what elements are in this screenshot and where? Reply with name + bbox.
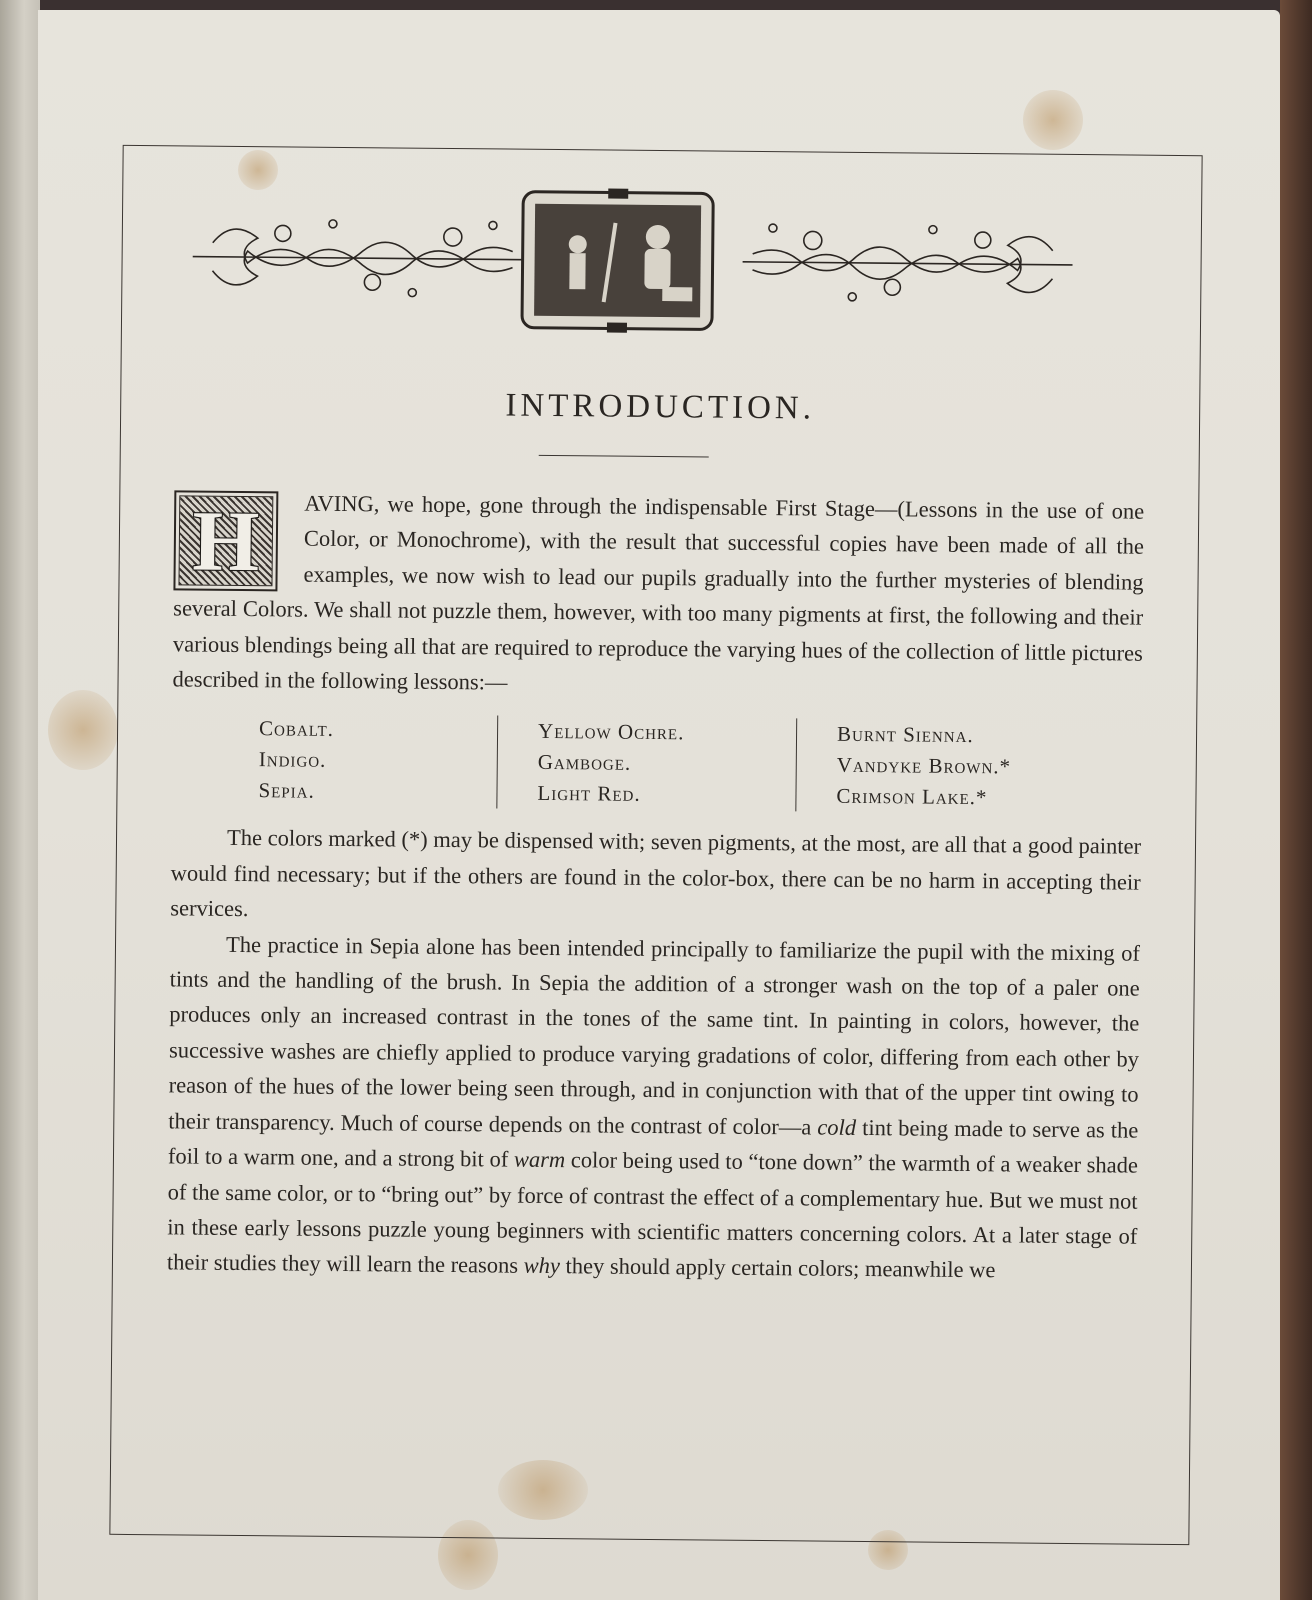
pigment-item: Cobalt.	[258, 716, 335, 742]
pigment-list	[171, 713, 1142, 815]
illuminated-initial-icon	[173, 490, 278, 591]
pigment-item: Vandyke Brown.*	[836, 753, 1012, 779]
foxing-spot	[48, 690, 118, 770]
pigment-item: Crimson Lake.*	[836, 784, 988, 810]
left-page-edge	[0, 0, 40, 1600]
text-run: tint being made to serve as the foil to a warm one, and a strong bit of	[167, 1114, 1139, 1172]
foxing-spot	[1023, 90, 1083, 150]
italic-word: warm	[513, 1146, 566, 1173]
italic-word: cold	[817, 1114, 857, 1140]
text-run: color being used to “tone down” the warmth of a weaker shade of the same color, or to “bring out” by force of contrast the effect of a complementary hue. But we must not in these early lessons puzzle young beginners with scientific matters concerning colors. At a later stage of their studies they will learn the reasons	[166, 1147, 1139, 1279]
title-divider	[539, 455, 709, 458]
dropcap-letter: H	[191, 492, 260, 590]
pigment-item: Sepia.	[258, 778, 315, 804]
page-border-frame	[109, 145, 1202, 1545]
book-page	[38, 10, 1280, 1600]
pigment-item: Light Red.	[537, 781, 641, 807]
paragraph-dispensable-colors: The colors marked (*) may be dispensed with; seven pigments, at the most, are all that a good painter would find necessary; but if the others are found in the color-box, there can be no harm in accepting their services.	[170, 825, 1142, 922]
intro-paragraph: AVING, we hope, gone through the indispensable First Stage—(Lessons in the use of one Color, or Monochrome), with the result that successful copies have been made of all the examples, we now wish to lead our pupils gradually into the further mysteries of blending several Colors. We shall not puzzle them, however, with too many pigments at first, the following and their various blendings being all that are required to reproduce the varying hues of the collection of little pictures described in the following lessons:—	[172, 490, 1145, 695]
pigment-item: Yellow Ochre.	[537, 719, 685, 745]
text-run: The practice in Sepia alone has been intended principally to familiarize the pupil with the mixing of tints and the handling of the brush. In Sepia the addition of a stronger wash on the top of a paler one produces only an increased contrast in the tones of the same tint. In painting in colors, however, the successive washes are chiefly applied to produce varying gradations of color, differing from each other by reason of the hues of the lower being seen through, and in conjunction with that of the upper tint owing to their transparency. Much of course depends on the contrast of color—a	[168, 931, 1141, 1140]
pigment-column	[496, 716, 796, 812]
ornamental-header-vignette-icon	[192, 183, 1073, 339]
text-run: they should apply certain colors; meanwhile we	[559, 1253, 996, 1283]
pigment-item: Burnt Sienna.	[836, 722, 974, 748]
pigment-column	[795, 719, 1095, 815]
book-cover-edge	[1280, 0, 1312, 1600]
pigment-item: Indigo.	[258, 747, 327, 773]
page-title: INTRODUCTION.	[505, 387, 816, 427]
body-text	[167, 484, 1145, 1289]
pigment-item: Gamboge.	[537, 750, 632, 776]
italic-word: why	[523, 1253, 561, 1279]
pigment-column	[218, 713, 497, 809]
paragraph-sepia-practice	[167, 926, 1140, 1289]
